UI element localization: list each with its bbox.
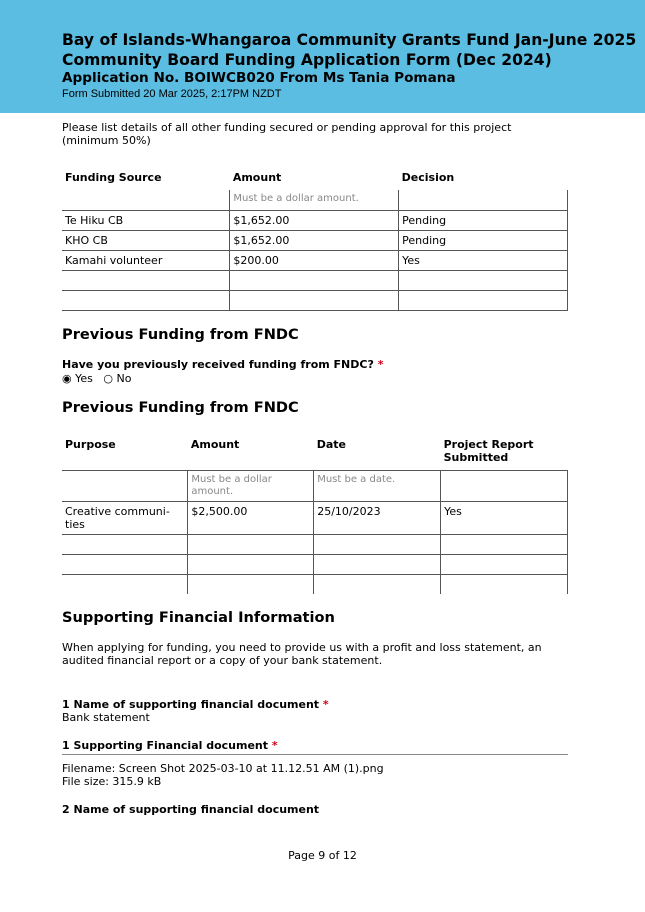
table-row: [62, 501, 568, 534]
column-header-date: Date: [316, 437, 346, 451]
radio-yes-label: Yes: [75, 371, 93, 385]
date-cell: 25/10/2023: [314, 501, 441, 534]
other-funding-intro: Please list details of all other funding secured or pending approval for this project (minimum 50%): [62, 121, 512, 147]
supporting-financial-intro: When applying for funding, you need to provide us with a profit and loss statement, an audited financial report or a copy of your bank statement.: [62, 641, 542, 667]
amount-hint: Must be a dollar amount.: [188, 470, 314, 501]
doc1-filename: Filename: Screen Shot 2025-03-10 at 11.12.51 AM (1).png: [62, 762, 384, 775]
funding-source-cell: Te Hiku CB: [62, 210, 230, 230]
doc1-file-question: [62, 739, 568, 752]
column-header-funding-source: Funding Source: [65, 171, 162, 184]
previous-funding-question: [62, 358, 568, 371]
purpose-cell: [62, 554, 188, 574]
purpose-cell: Creative communi-ties: [62, 501, 188, 534]
previous-funding-table: [62, 432, 568, 595]
table-row: [62, 554, 568, 574]
question-text: 1 Name of supporting financial document: [62, 698, 320, 711]
table-header-row: [62, 165, 568, 190]
amount-cell: [230, 270, 399, 290]
amount-cell: [188, 574, 314, 594]
decision-cell: Pending: [399, 210, 568, 230]
report-submitted-cell: Yes: [441, 501, 568, 534]
table-row: [62, 270, 568, 290]
amount-hint: Must be a dollar amount.: [230, 190, 399, 210]
table-cell: [399, 190, 568, 210]
decision-cell: Yes: [399, 250, 568, 270]
table-row: [62, 534, 568, 554]
decision-cell: [399, 270, 568, 290]
table-row: [62, 230, 568, 250]
radio-no-label: No: [116, 371, 132, 385]
table-header-row: [62, 432, 568, 471]
table-hint-row: [62, 190, 568, 210]
column-header-amount: Amount: [232, 171, 282, 184]
funding-source-cell: Kamahi volunteer: [62, 250, 230, 270]
amount-cell: [230, 290, 399, 310]
table-row: [62, 574, 568, 594]
date-cell: [314, 574, 441, 594]
purpose-cell: [62, 574, 188, 594]
question-text: 1 Supporting Financial document: [62, 739, 269, 752]
question-text: Have you previously received funding from FNDC?: [62, 357, 374, 371]
table-row: [62, 210, 568, 230]
funding-source-cell: [62, 290, 230, 310]
form-content: [62, 121, 568, 816]
form-title-line1: Bay of Islands-Whangaroa Community Grants Fund Jan-June 2025: [62, 31, 637, 49]
previous-funding-heading: Previous Funding from FNDC: [62, 325, 299, 343]
decision-cell: [399, 290, 568, 310]
required-marker: *: [377, 357, 384, 371]
column-header-purpose: Purpose: [65, 437, 116, 451]
table-cell: [441, 470, 568, 501]
amount-cell: [188, 534, 314, 554]
table-hint-row: [62, 470, 568, 501]
amount-cell: $1,652.00: [230, 210, 399, 230]
radio-no-icon[interactable]: ○: [103, 371, 113, 385]
date-hint: Must be a date.: [314, 470, 441, 501]
doc1-filesize: File size: 315.9 kB: [62, 775, 162, 788]
amount-cell: $1,652.00: [230, 230, 399, 250]
funding-source-cell: KHO CB: [62, 230, 230, 250]
decision-cell: Pending: [399, 230, 568, 250]
divider: [62, 754, 568, 755]
application-number: Application No. BOIWCB020 From Ms Tania Pomana: [62, 70, 456, 86]
amount-cell: $2,500.00: [188, 501, 314, 534]
form-title-line2: Community Board Funding Application Form (Dec 2024): [62, 51, 552, 69]
required-marker: *: [322, 698, 329, 711]
required-marker: *: [271, 739, 278, 752]
report-submitted-cell: [441, 554, 568, 574]
column-header-decision: Decision: [401, 171, 455, 184]
page-header: [0, 0, 645, 113]
previous-funding-table-heading: Previous Funding from FNDC: [62, 398, 299, 416]
other-funding-table: [62, 165, 568, 311]
column-header-amount: Amount: [190, 437, 240, 451]
date-cell: [314, 554, 441, 574]
report-submitted-cell: [441, 574, 568, 594]
report-submitted-cell: [441, 534, 568, 554]
date-cell: [314, 534, 441, 554]
table-cell: [62, 470, 188, 501]
table-row: [62, 250, 568, 270]
purpose-cell: [62, 534, 188, 554]
previous-funding-radio-group: [62, 372, 568, 385]
doc2-name-question: 2 Name of supporting financial document: [62, 803, 320, 816]
submission-timestamp: Form Submitted 20 Mar 2025, 2:17PM NZDT: [62, 88, 282, 100]
radio-yes-icon[interactable]: ◉: [62, 371, 72, 385]
column-header-report-submitted: Project Report Submitted: [443, 437, 534, 464]
supporting-financial-heading: Supporting Financial Information: [62, 609, 335, 626]
amount-cell: [188, 554, 314, 574]
table-row: [62, 290, 568, 310]
table-cell: [62, 190, 230, 210]
funding-source-cell: [62, 270, 230, 290]
page-number: Page 9 of 12: [288, 849, 357, 862]
doc1-name-question: [62, 698, 568, 711]
doc1-name-answer: Bank statement: [62, 711, 150, 724]
amount-cell: $200.00: [230, 250, 399, 270]
